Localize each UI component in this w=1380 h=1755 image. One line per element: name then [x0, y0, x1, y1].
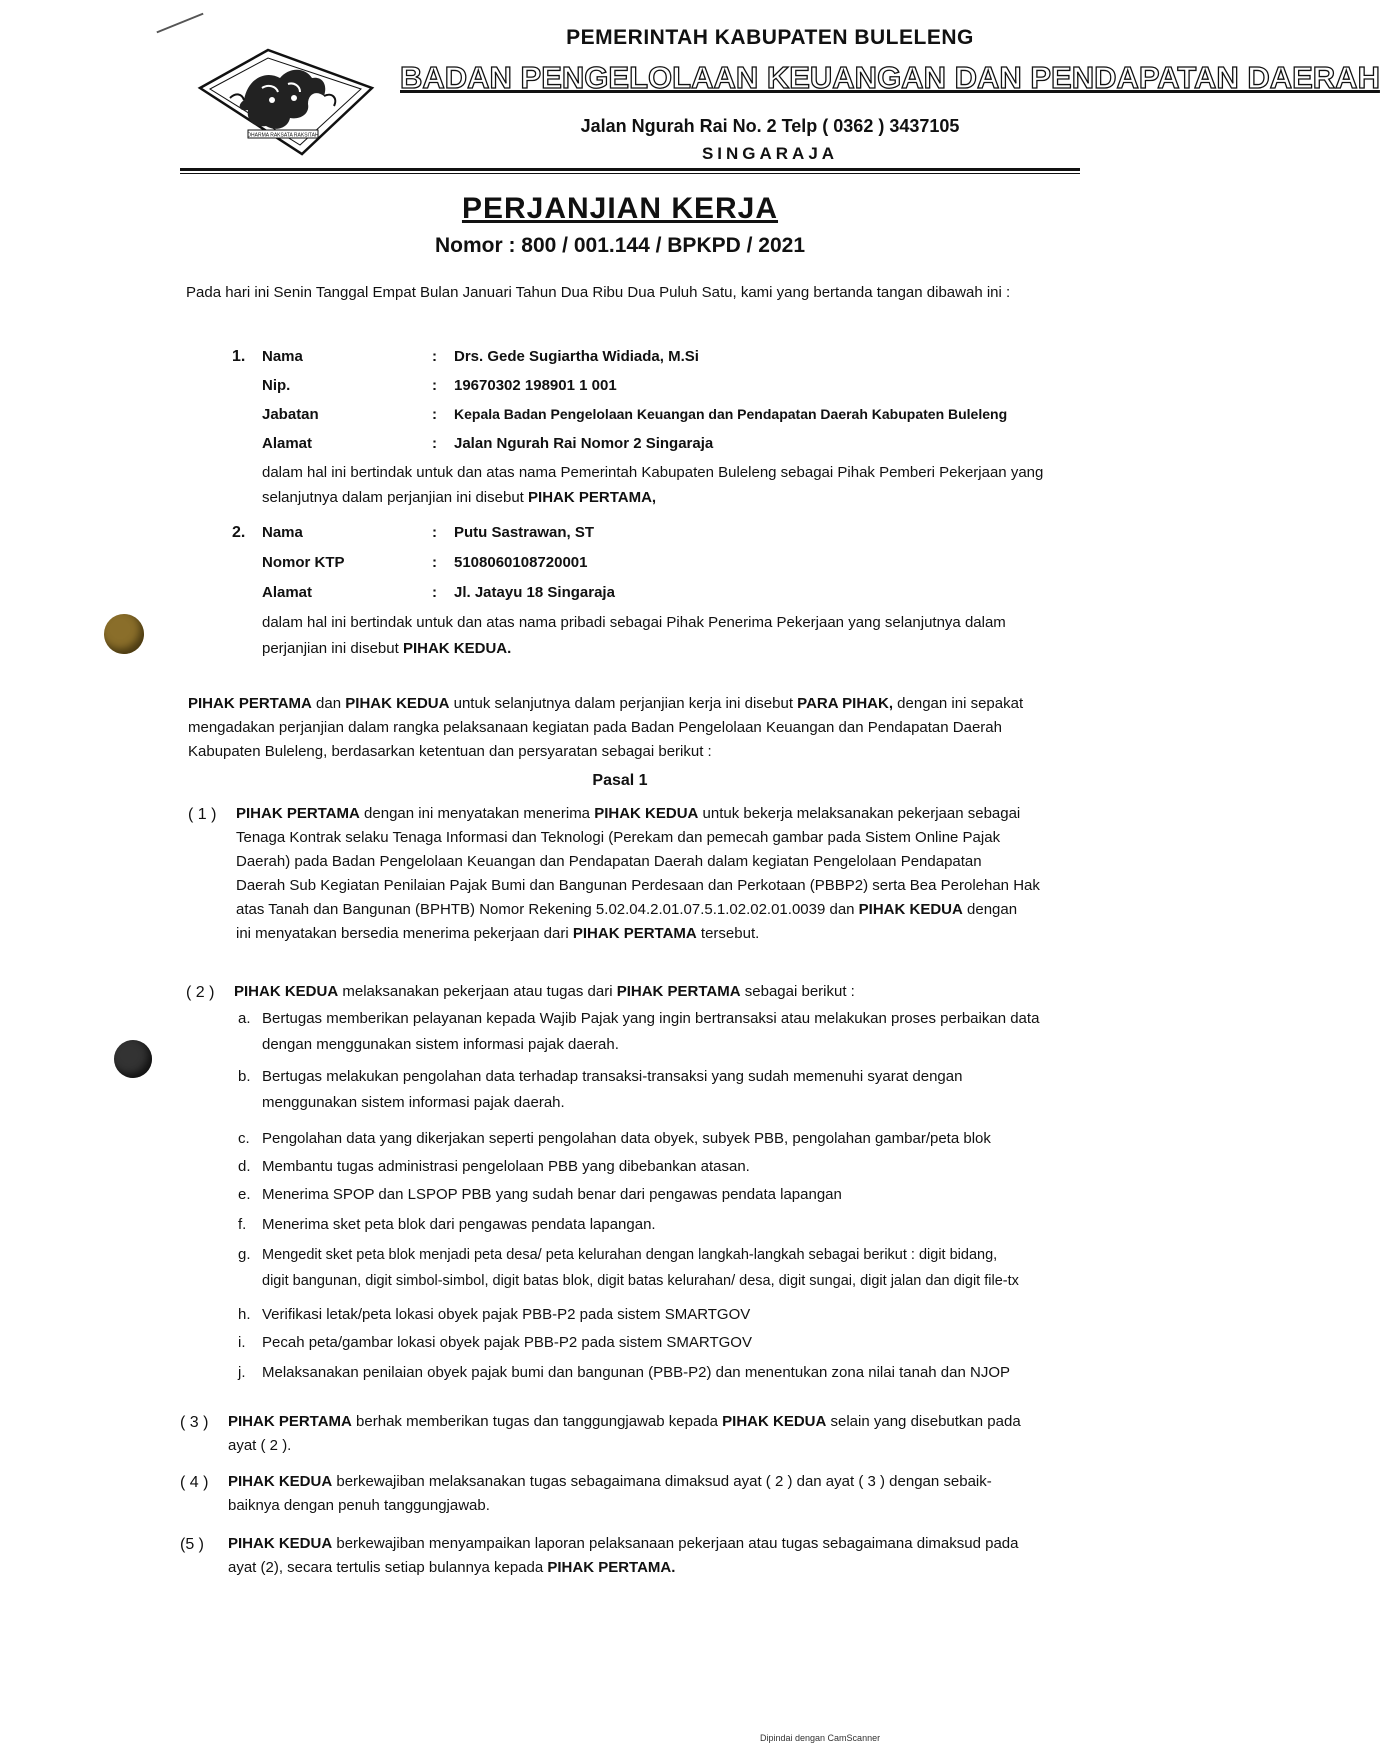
agency-address: Jalan Ngurah Rai No. 2 Telp ( 0362 ) 3437105 — [580, 116, 960, 136]
colon: : — [432, 348, 437, 365]
item-letter: i. — [238, 1334, 246, 1351]
party2-value: 5108060108720001 — [454, 554, 588, 571]
colon: : — [432, 435, 437, 452]
document-title: PERJANJIAN KERJA — [461, 192, 779, 225]
item-letter: b. — [238, 1068, 251, 1085]
header-divider-thin — [180, 173, 1080, 174]
punch-hole — [114, 1040, 152, 1078]
party1-label: Nip. — [262, 377, 291, 394]
bull-emblem-icon — [196, 48, 376, 158]
government-name: PEMERINTAH KABUPATEN BULELENG — [566, 26, 974, 49]
pasal-heading: Pasal 1 — [592, 772, 648, 789]
item-letter: d. — [238, 1158, 251, 1175]
party1-label: Nama — [262, 348, 303, 365]
colon: : — [432, 377, 437, 394]
svg-text:DHARMA RAKSATA RAKSITAH: DHARMA RAKSATA RAKSITAH — [247, 132, 319, 139]
item-letter: f. — [238, 1216, 247, 1233]
agency-city: SINGARAJA — [701, 144, 839, 163]
list-item: Mengedit sket peta blok menjadi peta desa/ peta kelurahan dengan langkah-langkah sebagai berikut : digit bidang, digit bangunan, digit simbol-simbol, digit batas blok, digit batas kelurahan/ desa, digit sungai, digit jalan dan digit file-tx — [262, 1247, 1019, 1289]
party1-value: Kepala Badan Pengelolaan Keuangan dan Pendapatan Daerah Kabupaten Buleleng — [454, 406, 1008, 422]
ayat4-marker: ( 4 ) — [180, 1474, 209, 1491]
party2-label: Nama — [262, 524, 303, 541]
item-letter: c. — [238, 1130, 250, 1147]
colon: : — [432, 554, 437, 571]
party1-note: selanjutnya dalam perjanjian ini disebut PIHAK PERTAMA, — [262, 489, 657, 506]
colon: : — [432, 584, 437, 601]
punch-hole — [104, 614, 144, 654]
party1-value: Drs. Gede Sugiartha Widiada, M.Si — [454, 348, 699, 365]
list-item: Membantu tugas administrasi pengelolaan PBB yang dibebankan atasan. — [262, 1158, 750, 1175]
party1-value: Jalan Ngurah Rai Nomor 2 Singaraja — [454, 435, 714, 452]
document-number: Nomor : 800 / 001.144 / BPKPD / 2021 — [434, 234, 805, 257]
item-letter: h. — [238, 1306, 251, 1323]
scanner-watermark: Dipindai dengan CamScanner — [760, 1733, 881, 1743]
item-letter: e. — [238, 1186, 251, 1203]
list-item: Menerima sket peta blok dari pengawas pendata lapangan. — [262, 1216, 656, 1233]
ayat2-marker: ( 2 ) — [186, 984, 215, 1001]
ayat5-text: PIHAK KEDUA berkewajiban menyampaikan laporan pelaksanaan pekerjaan atau tugas sebagaimana dimaksud pada ayat (2), secara tertulis setiap bulannya kepada PIHAK PERTAMA. — [228, 1535, 1019, 1576]
party2-number: 2. — [232, 524, 246, 541]
party2-value: Jl. Jatayu 18 Singaraja — [454, 584, 615, 601]
colon: : — [432, 406, 437, 423]
list-item: Verifikasi letak/peta lokasi obyek pajak PBB-P2 pada sistem SMARTGOV — [262, 1306, 751, 1323]
party1-label: Jabatan — [262, 406, 319, 423]
party2-label: Alamat — [262, 584, 313, 601]
ayat4-text: PIHAK KEDUA berkewajiban melaksanakan tugas sebagaimana dimaksud ayat ( 2 ) dan ayat ( 3 ) dengan sebaik- baiknya dengan penuh tanggungjawab. — [228, 1473, 992, 1514]
agency-name: BADAN PENGELOLAAN KEUANGAN DAN PENDAPATAN DAERAH — [400, 60, 1380, 95]
party2-note: dalam hal ini bertindak untuk dan atas nama pribadi sebagai Pihak Penerima Pekerjaan yang selanjutnya dalam — [262, 614, 1006, 631]
list-item: Pecah peta/gambar lokasi obyek pajak PBB-P2 pada sistem SMARTGOV — [262, 1334, 752, 1351]
header-divider — [180, 168, 1080, 171]
party2-label: Nomor KTP — [262, 554, 345, 571]
ayat1-marker: ( 1 ) — [188, 806, 217, 823]
scan-mark — [156, 13, 203, 34]
item-letter: a. — [238, 1010, 251, 1027]
party1-label: Alamat — [262, 435, 313, 452]
list-item: Bertugas melakukan pengolahan data terhadap transaksi-transaksi yang sudah memenuhi syarat dengan menggunakan sistem informasi pajak daerah. — [262, 1068, 963, 1111]
ayat2-text: PIHAK KEDUA melaksanakan pekerjaan atau tugas dari PIHAK PERTAMA sebagai berikut : — [234, 983, 855, 1000]
party2-value: Putu Sastrawan, ST — [454, 524, 595, 541]
party2-note: perjanjian ini disebut PIHAK KEDUA. — [262, 640, 512, 657]
list-item: Bertugas memberikan pelayanan kepada Wajib Pajak yang ingin bertransaksi atau melakukan proses perbaikan data dengan menggunakan sistem informasi pajak daerah. — [262, 1010, 1040, 1053]
colon: : — [432, 524, 437, 541]
ayat3-text: PIHAK PERTAMA berhak memberikan tugas dan tanggungjawab kepada PIHAK KEDUA selain yang disebutkan pada ayat ( 2 ). — [228, 1413, 1021, 1454]
list-item: Menerima SPOP dan LSPOP PBB yang sudah benar dari pengawas pendata lapangan — [262, 1186, 842, 1203]
list-item: Melaksanakan penilaian obyek pajak bumi dan bangunan (PBB-P2) dan menentukan zona nilai tanah dan NJOP — [262, 1364, 1010, 1381]
party1-value: 19670302 198901 1 001 — [454, 377, 617, 394]
item-letter: g. — [238, 1246, 251, 1263]
party1-note: dalam hal ini bertindak untuk dan atas nama Pemerintah Kabupaten Buleleng sebagai Pihak Pemberi Pekerjaan yang — [262, 464, 1044, 481]
ayat3-marker: ( 3 ) — [180, 1414, 209, 1431]
para-pihak-paragraph: PIHAK PERTAMA dan PIHAK KEDUA untuk selanjutnya dalam perjanjian kerja ini disebut PARA PIHAK, dengan ini sepakat mengadakan perjanjian dalam rangka pelaksanaan kegiatan pada Badan Pengelolaan Keuangan dan Pendapatan Daerah Kabupaten Buleleng, berdasarkan ketentuan dan persyaratan sebagai berikut : — [188, 695, 1024, 760]
list-item: Pengolahan data yang dikerjakan seperti pengolahan data obyek, subyek PBB, pengolahan gambar/peta blok — [262, 1130, 991, 1147]
intro-text: Pada hari ini Senin Tanggal Empat Bulan Januari Tahun Dua Ribu Dua Puluh Satu, kami yang bertanda tangan dibawah ini : — [186, 284, 1011, 301]
ayat1-text: PIHAK PERTAMA dengan ini menyatakan menerima PIHAK KEDUA untuk bekerja melaksanakan pekerjaan sebagai Tenaga Kontrak selaku Tenaga Informasi dan Teknologi (Perekam dan pemecah gambar pada Sistem Online Pajak Daerah) pada Badan Pengelolaan Keuangan dan Pendapatan Daerah dalam kegiatan Pengelolaan Pendapatan Daerah Sub Kegiatan Penilaian Pajak Bumi dan Bangunan Perdesaan dan Perkotaan (PBBP2) serta Bea Perolehan Hak atas Tanah dan Bangunan (BPHTB) Nomor Rekening 5.02.04.2.01.07.5.1.02.02.01.0039 dan PIHAK KEDUA dengan ini menyatakan bersedia menerima pekerjaan dari PIHAK PERTAMA tersebut. — [236, 805, 1040, 942]
ayat5-marker: (5 ) — [180, 1536, 204, 1553]
item-letter: j. — [238, 1364, 246, 1381]
party1-number: 1. — [232, 348, 246, 365]
